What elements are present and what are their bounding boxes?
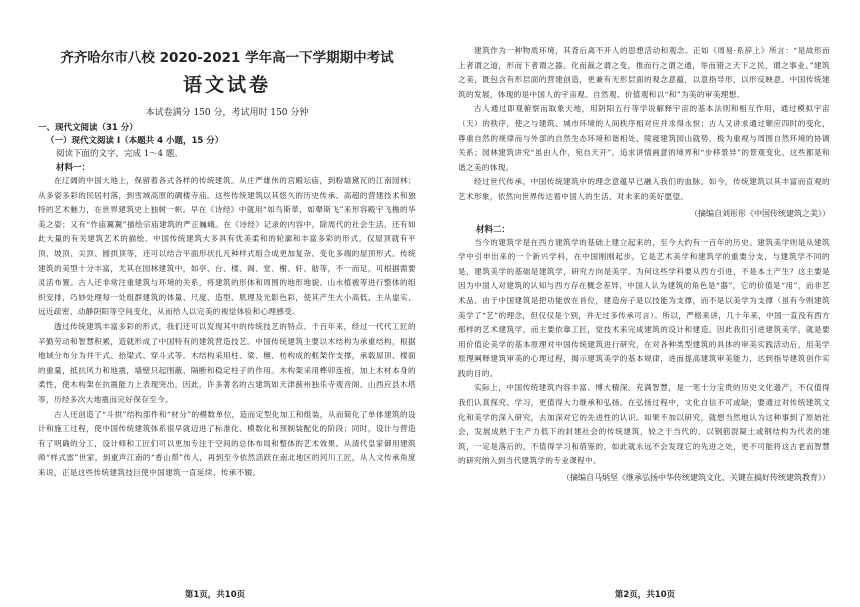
material2-label: 材料二： (476, 224, 511, 235)
page-2 (430, 0, 860, 607)
page-footer: 第1页，共10页 (184, 590, 246, 600)
source-citation: （摘编自刘彤彤《中国传统建筑之美》） (690, 208, 830, 218)
exam-info: 本试卷满分 150 分，考试用时 150 分钟 (145, 108, 309, 118)
paragraph: 建筑作为一种物质环境，其背后离不开人的思想活动和观念。正如《周易·系辞上》所言：“是故形而上者谓之道，形而下者谓之器。化而裁之谓之变，推而行之谓之通，举而错之天下之民，谓之事业。”建筑之美，既包含有形层面的营建创造，更兼有无形层面的观念意蕴，以意指导形，以形反映意。中国传统建筑的发展，体现的是中国人的宇宙观、自然观、价值观和以“和”为美的审美理想。 (458, 46, 830, 99)
instruction-text: 阅读下面的文字，完成 1～4 题。 (56, 149, 183, 159)
paragraph: 当今的建筑学是在西方建筑学的基础上建立起来的，至今大约有一百年的历史。建筑美学则是从建筑学中引申出来的一个新兴学科，在中国刚刚起步，它是艺术美学和建筑学的重要分支，与建筑学不同的是，建筑美学的基础是建筑学，研究方向是美学。为何这些学科要从西方引进，不是本土产生？这主要是因为中国人对建筑的认知与西方存在概念差异，中国人认为建筑的角色是“器”，它的价值是“用”，而非艺术品。由于中国建筑是把功能放在首位，建造房子是以技能为支撑，而不是以美学为支撑（虽有今则建筑美学了“艺”的理念，但仅仅是个别，并无过多传承可言）。所以，严格来讲，几十年来，中国一直没有西方那样的艺术建筑学，而主要依靠工匠，觉技术来完成建筑的设计和建造。因此我们引进建筑美学，就是要用价值论美学的基本原理对中国传统建筑进行研究，在对各种类型建筑的具体的审美实践活动后，用美学原理阐释建筑审美的心理过程，揭示建筑美学的基本规律，进而提高建筑审美能力，达到指导建筑创作实践的目的。 (458, 237, 830, 378)
material1-label: 材料一： (56, 163, 91, 173)
source-citation: （摘编自马炳坚《继承弘扬中华传统建筑文化，关键在搞好传统建筑教育》） (562, 473, 830, 483)
page-footer: 第2页，共10页 (614, 590, 676, 600)
subject-title: 语文试卷 (182, 74, 271, 96)
paragraph: 实际上，中国传统建筑内容丰富、博大精深、充满智慧，是一笔十分宝贵的历史文化遗产，不仅值得我们认真探究、学习，更值得大力继承和弘扬。在弘扬过程中，文化自信不可或缺，要通过对传统建筑文化和美学的深入研究，去加深对它的先进性的认识。如果不加以研究，就想当然地认为这种事到了原始社会，发展成熟于生产力低下的封建社会的传统建筑，较之于当代的、以钢筋混凝土或钢结构为代表的建筑，一定是落后的，不值得学习和借鉴的，如此就永远不会发现它的先进之处，更不可能将这古老而智慧的研究纳入到当代建筑学的专业课程中。 (458, 383, 830, 466)
subsection-heading: （一）现代文阅读 I（本题共 4 小题，15 分） (46, 136, 224, 146)
exam-title: 齐齐哈尔市八校 2020-2021 学年高一下学期期中考试 (60, 50, 394, 66)
section-heading: 一、现代文阅读（31 分） (38, 123, 138, 133)
paragraph: 古人还创造了“斗拱”结构部件和“材分”的模数单位，造而定型化加工和组装，从而简化了单体建筑的设计和施工过程，使中国传统建筑体系很早就迈进了标准化、模数化和预制装配化的阶段；同时，设计与营造有了明确的分工，设计师和工匠们可以更加专注于空间的总体布局和整体的艺术效果。从清代皇家御用建筑师“样式雷”世家，到重声江南的“香山帮”传人，再到至今依然活跃在南北地区的河川工匠，从人文传承角度来说，正是这些传统建筑技巨使中国建筑一直延续、传承不辍。 (38, 409, 416, 477)
paragraph: 古人通过即观俯察而取象天地，用阴阳五行等学说解释宇宙的基本法则和相互作用，通过模拟宇宙（天）的秩序，使之与建筑、城市环境的人间秩序相对应并求得永恒；古人又讲求通过顺应四时的变化，尊重自然的规律而与外部的自然生态环境和谐相处，陵寝建筑园山就势，极为重视与周围自然环境的协调关系；园林建筑讲究“虽由人作，宛自天开”，追求讲情画意的境界和“步移景异”的景观变化，这些都是和谐之美的体现。 (458, 104, 830, 172)
paragraph: 在辽阔的中国大地上，保留着各式各样的传统建筑。从庄严雄伟的宫殿坛庙，到粉墙黛瓦的江南园林；从多姿多彩的民居村落，到雪域高原的碉楼寺庙。这些传统建筑以其悠久的历史传承、高超的营建技术和独特的艺术魅力，在世界建筑史上独树一帜。早在《诗经》中就用“如鸟斯革，如翚斯飞”来形容殿宇飞檐的华美之姿；又有“作庙翼翼”描绘宗庙建筑的严正巍峨。在《诗经》记录的内容中，除周代的社会生活，还有如此大量的有关建筑艺术的描绘。中国传统建筑大多具有优美柔和的轮廓和丰富多彩的形式，仅屋顶就有平顶、坡顶、尖顶、圆拱顶等，还可以结合平面形状扎凡种样式组合成更加复杂、变化多端的屋顶形式。传统建筑的美型十分丰富，尤其在园林建筑中，如亭、台、楼、阁、堂、榭、轩、舫等，不一而足，可根据需要灵活布置。古人还非常注重建筑与环境的关系，将建筑的形体和周围的地形地貌、山水植被等进行整体的组织安排，巧妙处理每一处组群建筑的体量、尺度、造型、肌理及光影色彩，使其产生大小高低、主从虚实、远近疏密、动静阴阳等空间变化，从而给人以完美的视觉体验和心理感受。 (38, 176, 416, 317)
paragraph: 透过传统建筑丰富多彩的形式，我们还可以发现其中的传统技艺的特点。千百年来，经过一代代工匠的辛勤劳动和智慧积累，造就形成了中国特有的建筑营造技艺。中国传统建筑主要以木结构为承重结构，根据地域分布分为井干式、抬梁式、穿斗式等。木结构采用柱、梁、檩、枋构成的框架作支撑，承载屋顶、楼面的重量，抵抗风力和地震，墙壁只起围蔽、隔断和稳定柱子的作用。木构架采用榫卯连接，加上木材本身的柔性，使木构架在抗震能力上表现突出，因此，许多著名的古建筑如天津蓟州独乐寺观音阁、山西应县木塔等，历经多次大地震而完好保存至今。 (38, 321, 416, 404)
paragraph: 经过世代传承，中国传统建筑中的理念意蕴早已融入我们的血脉。如今，传统建筑以其丰富而直观的艺术形象，依然向世界传达着中国人的生活、对未来的美好愿望。 (458, 177, 830, 201)
